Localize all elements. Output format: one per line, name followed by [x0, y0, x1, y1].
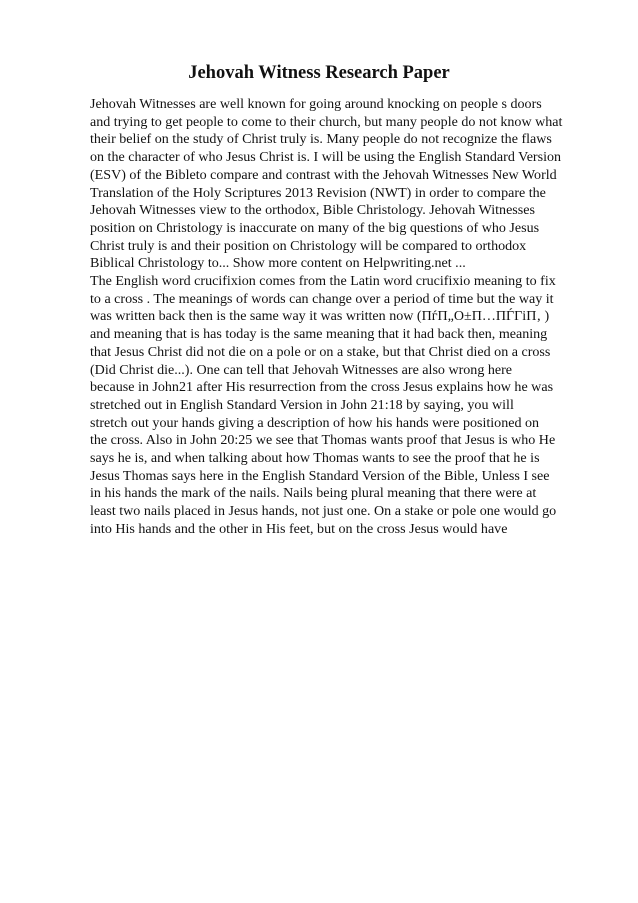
text-line: the cross. Also in John 20:25 we see that Thomas wants proof that Jesus is who He	[90, 432, 556, 449]
text-line: Christ truly is and their position on Christology will be compared to orthodox	[90, 237, 527, 254]
text-line: says he is, and when talking about how Thomas wants to see the proof that he is	[90, 450, 540, 467]
document-title: Jehovah Witness Research Paper	[188, 63, 450, 83]
text-line: was written back then is the same way it was written now (ΠѓΠ„Ο±Π…ΠЃΓіΠ‚ )	[90, 308, 550, 325]
text-line: and meaning that is has today is the same meaning that it had back then, meaning	[90, 326, 548, 343]
text-line: (ESV) of the Bibleto compare and contrast with the Jehovah Witnesses New World	[90, 166, 557, 183]
text-line: least two nails placed in Jesus hands, not just one. On a stake or pole one would go	[90, 503, 557, 520]
text-line: stretched out in English Standard Version in John 21:18 by saying, you will	[90, 396, 514, 413]
text-line: because in John21 after His resurrection from the cross Jesus explains how he was	[90, 379, 554, 396]
text-line: stretch out your hands giving a description of how his hands were positioned on	[90, 414, 540, 431]
document-body	[90, 96, 563, 539]
text-line: Jehovah Witnesses are well known for going around knocking on people s doors	[90, 96, 542, 112]
text-line: Translation of the Holy Scriptures 2013 Revision (NWT) in order to compare the	[90, 184, 546, 201]
text-line: position on Christology is inaccurate on many of the big questions of who Jesus	[90, 219, 540, 236]
text-line: The English word crucifixion comes from the Latin word crucifixio meaning to fix	[90, 273, 556, 290]
text-line: into His hands and the other in His feet, but on the cross Jesus would have	[90, 520, 508, 537]
text-line: (Did Christ die...). One can tell that Jehovah Witnesses are also wrong here	[90, 361, 513, 378]
text-line: Jehovah Witnesses view to the orthodox, Bible Christology. Jehovah Witnesses	[90, 202, 535, 219]
text-line: Biblical Christology to... Show more content on Helpwriting.net ...	[90, 255, 466, 272]
text-line: to a cross . The meanings of words can change over a period of time but the way it	[90, 290, 554, 307]
text-line: in his hands the mark of the nails. Nails being plural meaning that there were at	[90, 485, 537, 502]
text-line: their belief on the study of Christ truly is. Many people do not recognize the flaws	[90, 131, 552, 148]
text-line: that Jesus Christ did not die on a pole or on a stake, but that Christ died on a cross	[90, 343, 551, 360]
text-line: Jesus Thomas says here in the English Standard Version of the Bible, Unless I see	[90, 467, 550, 484]
text-line: and trying to get people to come to their church, but many people do not know what	[90, 113, 563, 130]
text-line: on the character of who Jesus Christ is. I will be using the English Standard Version	[90, 149, 562, 166]
